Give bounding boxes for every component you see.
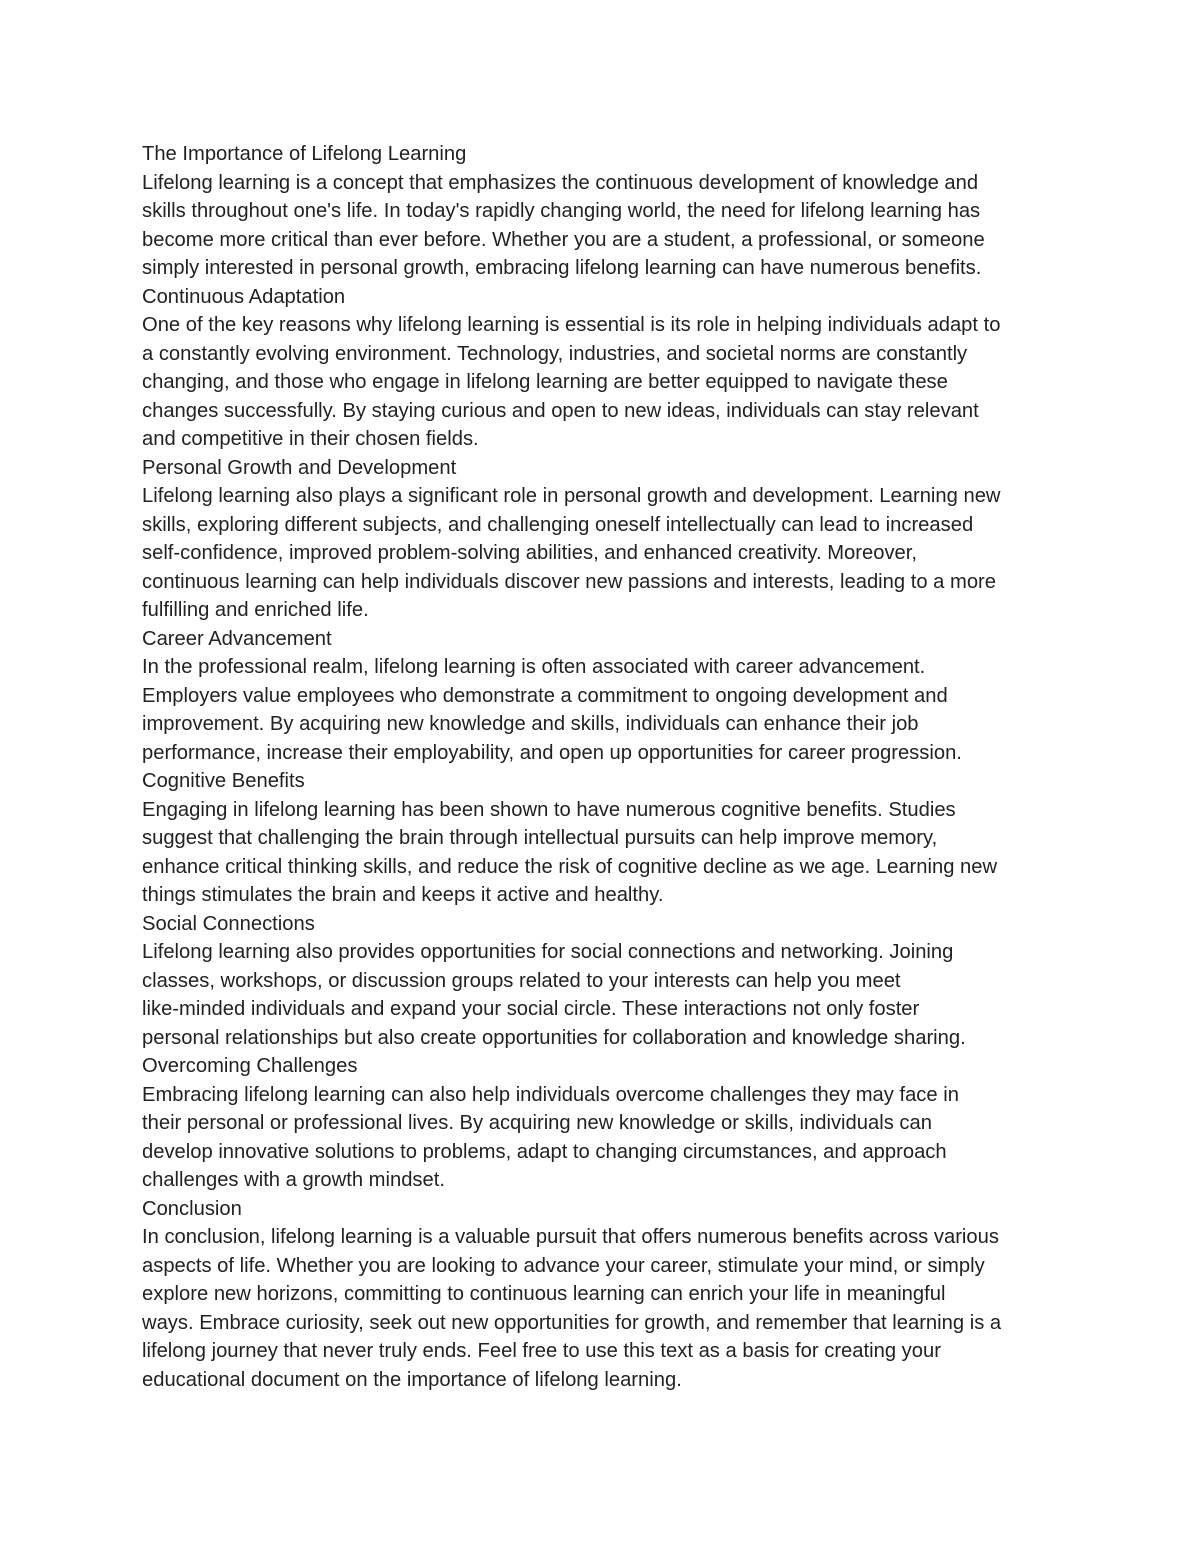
paragraph-line: improvement. By acquiring new knowledge and skills, individuals can enhance their job: [142, 713, 919, 735]
paragraph-line: simply interested in personal growth, embracing lifelong learning can have numerous benefits.: [142, 257, 982, 279]
paragraph-line: skills, exploring different subjects, and challenging oneself intellectually can lead to increased: [142, 513, 974, 536]
document-body: [142, 140, 1067, 1394]
paragraph-line: develop innovative solutions to problems, adapt to changing circumstances, and approach: [142, 1140, 947, 1163]
paragraph-line: continuous learning can help individuals discover new passions and interests, leading to a more: [142, 570, 996, 593]
paragraph-line: their personal or professional lives. By acquiring new knowledge or skills, individuals can: [142, 1112, 932, 1134]
paragraph-line: things stimulates the brain and keeps it active and healthy.: [142, 884, 664, 906]
paragraph-line: skills throughout one's life. In today's rapidly changing world, the need for lifelong learning has: [142, 200, 981, 222]
section-personal-growth: [142, 454, 1067, 625]
paragraph-line: aspects of life. Whether you are looking to advance your career, stimulate your mind, or simply: [142, 1254, 985, 1277]
paragraph-line: Employers value employees who demonstrate a commitment to ongoing development and: [142, 684, 948, 707]
paragraph-line: become more critical than ever before. Whether you are a student, a professional, or someone: [142, 228, 985, 251]
paragraph-line: In the professional realm, lifelong learning is often associated with career advancement.: [142, 656, 926, 678]
paragraph-line: educational document on the importance of lifelong learning.: [142, 1368, 682, 1391]
section-heading: Continuous Adaptation: [142, 285, 346, 308]
section-heading: Cognitive Benefits: [142, 770, 305, 792]
paragraph-line: Lifelong learning is a concept that emphasizes the continuous development of knowledge and: [142, 171, 979, 194]
section-heading: Career Advancement: [142, 627, 332, 650]
paragraph-line: lifelong journey that never truly ends. Feel free to use this text as a basis for creating your: [142, 1340, 941, 1362]
section-conclusion: [142, 1195, 1067, 1395]
section-heading: Social Connections: [142, 912, 315, 935]
section-career-advancement: [142, 625, 1067, 768]
paragraph-line: In conclusion, lifelong learning is a valuable pursuit that offers numerous benefits across various: [142, 1226, 999, 1248]
paragraph-line: explore new horizons, committing to continuous learning can enrich your life in meaningful: [142, 1283, 946, 1305]
paragraph-line: changes successfully. By staying curious and open to new ideas, individuals can stay relevant: [142, 399, 979, 422]
paragraph-line: personal relationships but also create opportunities for collaboration and knowledge sharing.: [142, 1026, 966, 1049]
document-title: The Importance of Lifelong Learning: [142, 143, 467, 165]
paragraph-line: Lifelong learning also provides opportunities for social connections and networking. Joining: [142, 941, 954, 963]
paragraph-line: Lifelong learning also plays a significant role in personal growth and development. Learning new: [142, 485, 1001, 507]
section-overcoming-challenges: [142, 1052, 1067, 1195]
section-heading: Overcoming Challenges: [142, 1055, 358, 1077]
paragraph-line: fulfilling and enriched life.: [142, 599, 369, 621]
paragraph-line: changing, and those who engage in lifelong learning are better equipped to navigate these: [142, 371, 948, 393]
paragraph-line: ways. Embrace curiosity, seek out new opportunities for growth, and remember that learning is a: [142, 1311, 1002, 1334]
paragraph-line: challenges with a growth mindset.: [142, 1169, 445, 1191]
paragraph-line: performance, increase their employability, and open up opportunities for career progression.: [142, 741, 962, 764]
section-heading: Conclusion: [142, 1197, 242, 1220]
paragraph-line: self-confidence, improved problem-solving abilities, and enhanced creativity. Moreover,: [142, 542, 917, 564]
paragraph-line: Embracing lifelong learning can also help individuals overcome challenges they may face in: [142, 1083, 959, 1106]
intro-paragraph: [142, 169, 1067, 283]
paragraph-line: and competitive in their chosen fields.: [142, 428, 479, 450]
section-cognitive-benefits: [142, 767, 1067, 910]
paragraph-line: a constantly evolving environment. Technology, industries, and societal norms are constantly: [142, 342, 968, 365]
paragraph-line: classes, workshops, or discussion groups related to your interests can help you meet: [142, 969, 901, 992]
section-heading: Personal Growth and Development: [142, 456, 457, 479]
paragraph-line: suggest that challenging the brain through intellectual pursuits can help improve memory,: [142, 827, 938, 849]
paragraph-line: One of the key reasons why lifelong learning is essential is its role in helping individuals adapt to: [142, 314, 1001, 336]
paragraph-line: Engaging in lifelong learning has been shown to have numerous cognitive benefits. Studies: [142, 798, 956, 821]
section-continuous-adaptation: [142, 283, 1067, 454]
section-social-connections: [142, 910, 1067, 1053]
paragraph-line: enhance critical thinking skills, and reduce the risk of cognitive decline as we age. Learning new: [142, 855, 998, 878]
paragraph-line: like-minded individuals and expand your social circle. These interactions not only foster: [142, 998, 920, 1020]
